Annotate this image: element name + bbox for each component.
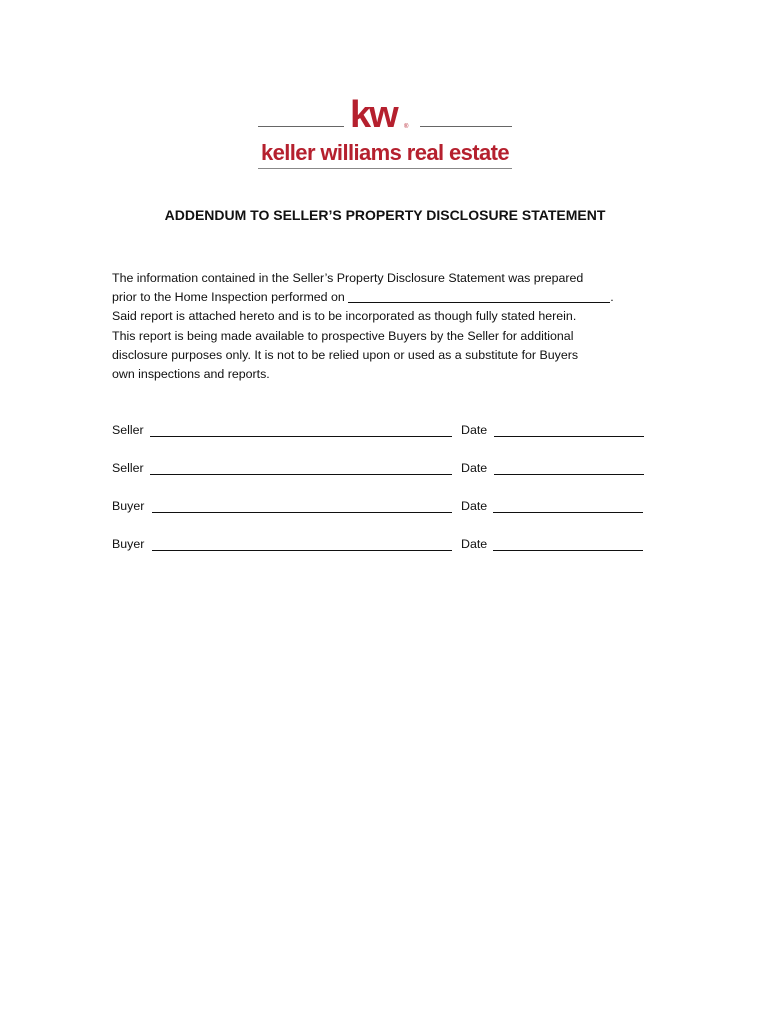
date-label: Date	[461, 461, 488, 475]
signature-label: Seller	[112, 461, 144, 475]
seller-signature-row-1	[112, 421, 652, 441]
inspection-date-field[interactable]	[348, 289, 610, 303]
kw-mark: kw	[350, 94, 397, 136]
paragraph-line: disclosure purposes only. It is not to be relied upon or used as a substitute for Buyers	[112, 347, 579, 362]
paragraph-line: own inspections and reports.	[112, 367, 270, 382]
logo-rule-right	[420, 126, 512, 127]
paragraph-line: Said report is attached hereto and is to be incorporated as though fully stated herein.	[112, 309, 577, 324]
seller-signature-row-2	[112, 459, 652, 479]
signature-label: Seller	[112, 423, 144, 437]
buyer-signature-field-1[interactable]	[152, 512, 452, 513]
disclosure-paragraph	[112, 269, 672, 384]
logo-rule-left	[258, 126, 344, 127]
inspection-suffix: .	[610, 290, 614, 305]
kw-logo	[0, 0, 770, 180]
seller-date-field-2[interactable]	[494, 474, 644, 475]
signature-label: Buyer	[112, 499, 145, 513]
paragraph-line: This report is being made available to prospective Buyers by the Seller for additional	[112, 328, 574, 343]
seller-date-field-1[interactable]	[494, 436, 644, 437]
registered-mark: ®	[404, 124, 409, 130]
signature-label: Buyer	[112, 537, 145, 551]
buyer-date-field-2[interactable]	[493, 550, 643, 551]
seller-signature-field-1[interactable]	[150, 436, 452, 437]
seller-signature-field-2[interactable]	[150, 474, 452, 475]
buyer-date-field-1[interactable]	[493, 512, 643, 513]
logo-wordmark: keller williams real estate	[261, 140, 509, 165]
buyer-signature-row-1	[112, 497, 652, 517]
date-label: Date	[461, 423, 488, 437]
buyer-signature-field-2[interactable]	[152, 550, 452, 551]
buyer-signature-row-2	[112, 535, 652, 555]
date-label: Date	[461, 499, 488, 513]
paragraph-line: The information contained in the Seller’s Property Disclosure Statement was prepared	[112, 271, 584, 285]
logo-underline	[258, 168, 512, 169]
date-label: Date	[461, 537, 488, 551]
paragraph-line	[112, 288, 672, 307]
document-title: ADDENDUM TO SELLER’S PROPERTY DISCLOSURE STATEMENT	[164, 207, 606, 223]
inspection-prefix: prior to the Home Inspection performed on	[112, 290, 345, 305]
